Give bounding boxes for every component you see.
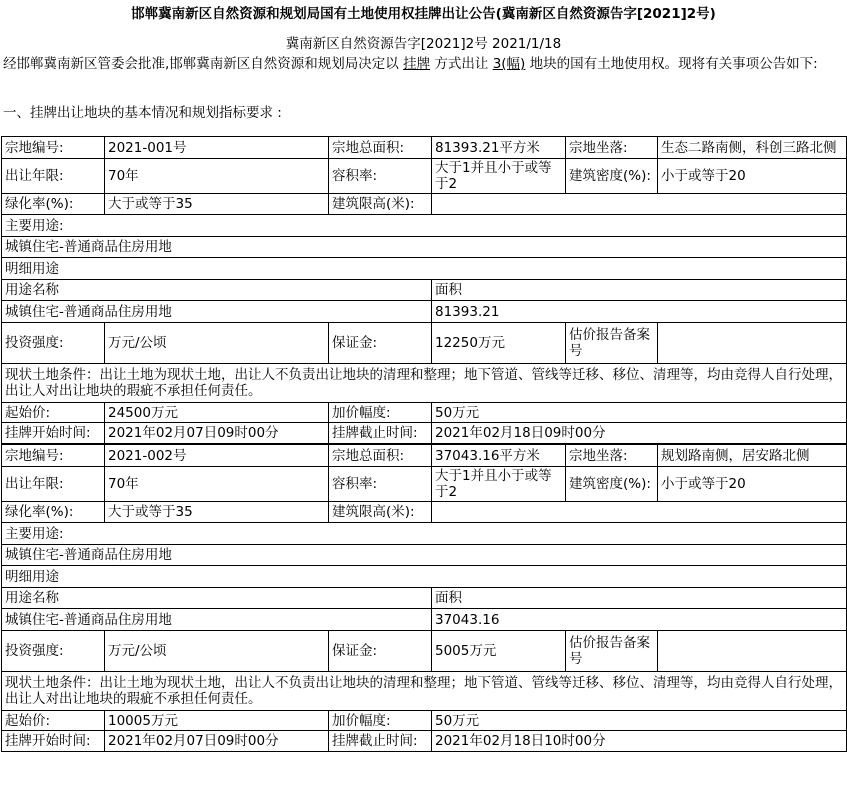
location-value: 规划路南侧，居安路北侧: [658, 445, 847, 467]
label-cell: 宗地坐落:: [566, 137, 658, 159]
main-use-value: 城镇住宅-普通商品住房用地: [2, 237, 847, 258]
intro-paragraph: [0, 55, 847, 93]
density-value: 小于或等于20: [658, 159, 847, 194]
label-cell: 容积率:: [329, 467, 432, 502]
table-row: [2, 523, 847, 545]
label-cell: 起始价:: [2, 403, 105, 423]
location-value: 生态二路南侧，科创三路北侧: [658, 137, 847, 159]
term-value: 70年: [105, 467, 329, 502]
label-cell: 建筑密度(%):: [566, 467, 658, 502]
table-row: [2, 423, 847, 444]
green-value: 大于或等于35: [105, 194, 329, 215]
label-cell: 建筑密度(%):: [566, 159, 658, 194]
label-cell: 估价报告备案号: [566, 631, 658, 672]
label-cell: 宗地总面积:: [329, 137, 432, 159]
label-cell: 宗地编号:: [2, 445, 105, 467]
detail-use-area-value: 37043.16: [432, 609, 847, 631]
table-row: [2, 609, 847, 631]
detail-use-name-value: 城镇住宅-普通商品住房用地: [2, 609, 432, 631]
label-cell: 挂牌截止时间:: [329, 423, 432, 444]
appraisal-value: [658, 631, 847, 672]
table-row: [2, 711, 847, 731]
intro-middle: 方式出让: [430, 56, 493, 72]
label-cell: 估价报告备案号: [566, 323, 658, 364]
parcel-no-value: 2021-002号: [105, 445, 329, 467]
appraisal-value: [658, 323, 847, 364]
deposit-value: 5005万元: [432, 631, 566, 672]
table-row: [2, 631, 847, 672]
label-cell: 容积率:: [329, 159, 432, 194]
table-row: [2, 258, 847, 280]
increment-value: 50万元: [432, 403, 847, 423]
label-cell: 投资强度:: [2, 323, 105, 364]
label-cell: 加价幅度:: [329, 403, 432, 423]
label-cell: 出让年限:: [2, 467, 105, 502]
intro-count: 3(幅): [492, 56, 526, 72]
main-use-value: 城镇住宅-普通商品住房用地: [2, 545, 847, 566]
table-row: [2, 159, 847, 194]
table-row: [2, 566, 847, 588]
table-row: [2, 672, 847, 711]
table-row: [2, 323, 847, 364]
label-cell: 投资强度:: [2, 631, 105, 672]
start-price-value: 24500万元: [105, 403, 329, 423]
list-start-value: 2021年02月07日09时00分: [105, 423, 329, 444]
intro-before: 经邯郸冀南新区管委会批准,邯郸冀南新区自然资源和规划局决定以: [3, 56, 404, 72]
table-row: [2, 502, 847, 523]
land-condition-text: 现状土地条件：出让土地为现状土地，出让人不负责出让地块的清理和整理；地下管道、管线等迁移、移位、清理等，均由竞得人自行处理，出让人对出让地块的瑕疵不承担任何责任。: [2, 672, 847, 711]
label-cell: 用途名称: [2, 280, 432, 301]
page-title: 邯郸冀南新区自然资源和规划局国有土地使用权挂牌出让公告(冀南新区自然资源告字[2021]2号): [131, 6, 716, 22]
total-area-value: 81393.21平方米: [432, 137, 566, 159]
list-start-value: 2021年02月07日09时00分: [105, 731, 329, 752]
document-number-date: 冀南新区自然资源告字[2021]2号 2021/1/18: [285, 36, 562, 52]
table-row: [2, 280, 847, 301]
table-row: [2, 194, 847, 215]
table-row: [2, 215, 847, 237]
increment-value: 50万元: [432, 711, 847, 731]
label-cell: 明细用途: [2, 258, 847, 280]
far-value: 大于1并且小于或等于2: [432, 159, 566, 194]
table-row: [2, 137, 847, 159]
intro-after: 地块的国有土地使用权。现将有关事项公告如下:: [525, 56, 818, 72]
label-cell: 主要用途:: [2, 523, 847, 545]
label-cell: 加价幅度:: [329, 711, 432, 731]
table-row: [2, 467, 847, 502]
label-cell: 宗地总面积:: [329, 445, 432, 467]
parcel-table-1: [1, 136, 847, 444]
label-cell: 用途名称: [2, 588, 432, 609]
label-cell: 挂牌开始时间:: [2, 731, 105, 752]
label-cell: 主要用途:: [2, 215, 847, 237]
label-cell: 宗地编号:: [2, 137, 105, 159]
density-value: 小于或等于20: [658, 467, 847, 502]
table-row: [2, 403, 847, 423]
deposit-value: 12250万元: [432, 323, 566, 364]
section-heading: 一、挂牌出让地块的基本情况和规划指标要求 :: [3, 105, 282, 121]
label-cell: 挂牌开始时间:: [2, 423, 105, 444]
label-cell: 保证金:: [329, 631, 432, 672]
label-cell: 起始价:: [2, 711, 105, 731]
list-end-value: 2021年02月18日10时00分: [432, 731, 847, 752]
label-cell: 绿化率(%):: [2, 194, 105, 215]
table-row: [2, 364, 847, 403]
label-cell: 绿化率(%):: [2, 502, 105, 523]
detail-use-name-value: 城镇住宅-普通商品住房用地: [2, 301, 432, 323]
table-row: [2, 445, 847, 467]
label-cell: 面积: [432, 280, 847, 301]
table-row: [2, 237, 847, 258]
detail-use-area-value: 81393.21: [432, 301, 847, 323]
invest-value: 万元/公顷: [105, 323, 329, 364]
height-limit-value: [432, 194, 847, 215]
label-cell: 保证金:: [329, 323, 432, 364]
green-value: 大于或等于35: [105, 502, 329, 523]
label-cell: 挂牌截止时间:: [329, 731, 432, 752]
label-cell: 建筑限高(米):: [329, 502, 432, 523]
term-value: 70年: [105, 159, 329, 194]
table-row: [2, 301, 847, 323]
total-area-value: 37043.16平方米: [432, 445, 566, 467]
table-row: [2, 545, 847, 566]
label-cell: 建筑限高(米):: [329, 194, 432, 215]
start-price-value: 10005万元: [105, 711, 329, 731]
table-row: [2, 588, 847, 609]
table-row: [2, 731, 847, 752]
intro-method: 挂牌: [403, 56, 431, 72]
invest-value: 万元/公顷: [105, 631, 329, 672]
parcel-table-2: [1, 444, 847, 752]
label-cell: 出让年限:: [2, 159, 105, 194]
label-cell: 面积: [432, 588, 847, 609]
label-cell: 明细用途: [2, 566, 847, 588]
height-limit-value: [432, 502, 847, 523]
parcel-no-value: 2021-001号: [105, 137, 329, 159]
label-cell: 宗地坐落:: [566, 445, 658, 467]
far-value: 大于1并且小于或等于2: [432, 467, 566, 502]
list-end-value: 2021年02月18日09时00分: [432, 423, 847, 444]
land-condition-text: 现状土地条件：出让土地为现状土地，出让人不负责出让地块的清理和整理；地下管道、管线等迁移、移位、清理等，均由竞得人自行处理，出让人对出让地块的瑕疵不承担任何责任。: [2, 364, 847, 403]
